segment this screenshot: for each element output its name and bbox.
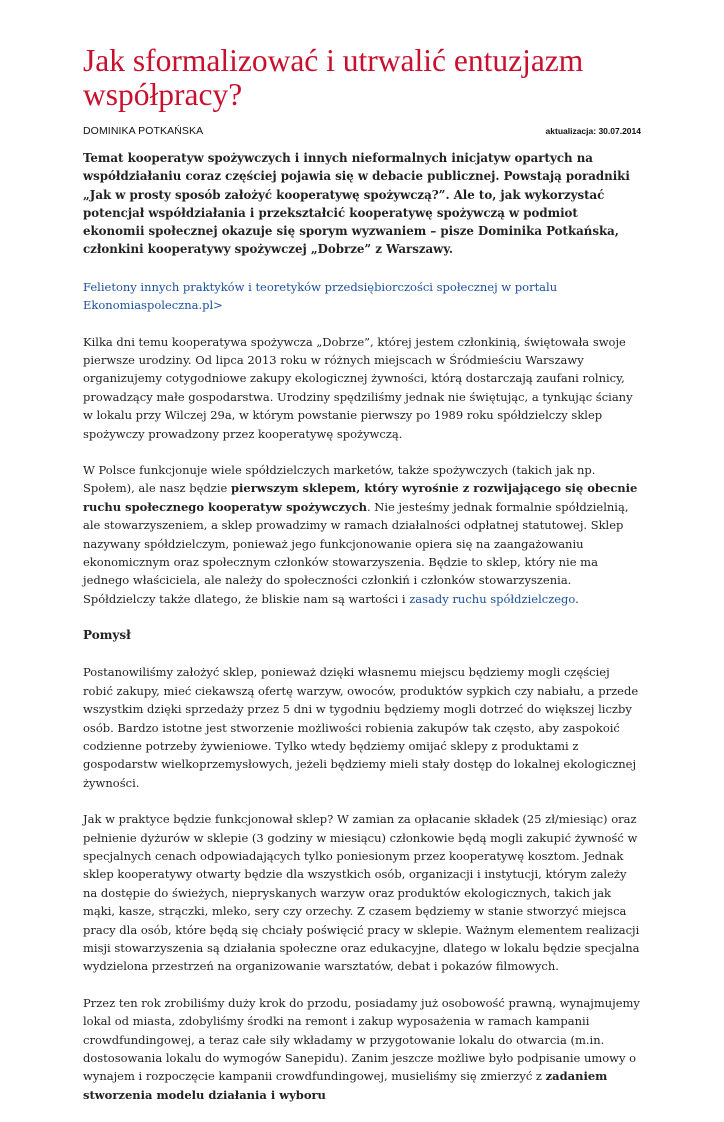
article-title: Jak sformalizować i utrwalić entuzjazm współpracy? [83,43,584,112]
paragraph-5-bold: zadaniem stworzenia modelu działania i wyboru [83,1069,608,1102]
paragraph-2-text-d: . [575,591,579,606]
paragraph-5-text-a: Przez ten rok zrobiliśmy duży krok do przodu, posiadamy już osobowość prawną, wynajmujemy lokal od miasta, zdobyliśmy środki na remont i zakup wyposażenia w ramach kampanii crowdfundingowej, a teraz całe siły wkładamy w przygotowanie lokalu do otwarcia (m.in. dostosowania lokalu do wymogów Sanepidu). Zanim jeszcze możliwe było podpisanie umowy o wynajem i rozpoczęcie kampanii crowdfundingowej, musieliśmy się zmierzyć z [83,995,640,1084]
update-date: aktualizacja: 30.07.2014 [545,126,641,136]
paragraph-2-bold: pierwszym sklepem, który wyrośnie z rozwijającego się obecnie ruchu społecznego kooperatyw spożywczych [83,481,638,514]
series-link-paragraph [83,278,643,315]
paragraph-5 [83,994,643,1104]
article-meta [83,125,641,137]
paragraph-2-text-a: W Polsce funkcjonuje wiele spółdzielczych marketów, także spożywczych (takich jak np. Społem), ale nasz będzie [83,463,596,496]
lead-paragraph: Temat kooperatyw spożywczych i innych nieformalnych inicjatyw opartych na współdziałaniu coraz częściej pojawia się w debacie publicznej. Powstają poradniki „Jak w prosty sposób założyć kooperatywę spożywczą?”. Ale to, jak wykorzystać potencjał współdziałania i przekształcić kooperatywę spożywczą w podmiot ekonomii społecznej okazuje się sporym wyzwaniem – pisze Dominika Potkańska, członkini kooperatywy spożywczej „Dobrze” z Warszawy. [83,151,630,257]
paragraph-1: Kilka dni temu kooperatywa spożywcza „Dobrze”, której jestem członkinią, świętowała swoje pierwsze urodziny. Od lipca 2013 roku w różnych miejscach w Śródmieściu Warszawy organizujemy cotygodniowe zakupy ekologicznej żywności, którą dostarczają zaufani rolnicy, prowadzący małe gospodarstwa. Urodziny spędziliśmy jednak nie świętując, a tynkując ściany w lokalu przy Wilczej 29a, w którym powstanie pierwszy po 1989 roku spółdzielczy sklep spożywczy prowadzony przez kooperatywę spożywczą. [83,334,633,441]
paragraph-2 [83,461,643,608]
series-link[interactable]: Felietony innych praktyków i teoretyków przedsiębiorczości społecznej w portalu Ekonomiaspoleczna.pl> [83,279,558,313]
author-name: DOMINIKA POTKAŃSKA [83,125,204,137]
section-heading-pomysl: Pomysł [83,628,131,643]
paragraph-4: Jak w praktyce będzie funkcjonował sklep? W zamian za opłacanie składek (25 zł/miesiąc) oraz pełnienie dyżurów w sklepie (3 godziny w miesiącu) członkowie będą mogli zakupić żywność w specjalnych cenach odpowiadających tylko poniesionym przez kooperatywę kosztom. Jednak sklep kooperatywy otwarty będzie dla wszystkich osób, organizacji i instytucji, którym zależy na dostępie do świeżych, niepryskanych warzyw oraz produktów ekologicznych, takich jak mąki, kasze, strączki, mleko, sery czy orzechy. Z czasem będziemy w stanie stworzyć miejsca pracy dla osób, które będą się chciały poświęcić pracy w sklepie. Ważnym elementem realizacji misji stowarzyszenia są działania społeczne oraz edukacyjne, dlatego w lokalu będzie specjalna wydzielona przestrzeń na organizowanie warsztatów, debat i pokazów filmowych. [83,812,640,974]
cooperative-principles-link[interactable]: zasady ruchu spółdzielczego [409,591,576,606]
article-body [83,149,643,1122]
paragraph-2-text-c: . Nie jesteśmy jednak formalnie spółdzielnią, ale stowarzyszeniem, a sklep prowadzimy w ramach działalności odpłatnej statutowej. Sklep nazywany spółdzielczym, ponieważ jego funkcjonowanie opiera się na zaangażowaniu ekonomicznym oraz społecznym członków stowarzyszenia. Będzie to sklep, który nie ma jednego właściciela, ale należy do społeczności członkiń i członków stowarzyszenia. Spółdzielczy także dlatego, że bliskie nam są wartości i [83,499,629,606]
paragraph-3: Postanowiliśmy założyć sklep, ponieważ dzięki własnemu miejscu będziemy mogli częściej robić zakupy, mieć ciekawszą ofertę warzyw, owoców, produktów sypkich czy nabiału, a przede wszystkim dzięki sprzedaży przez 5 dni w tygodniu będziemy mogli dotrzeć do większej liczby osób. Bardzo istotne jest stworzenie możliwości robienia zakupów tak często, aby zaspokoić codzienne potrzeby żywieniowe. Tylko wtedy będziemy omijać sklepy z produktami z gospodarstw wielkoprzemysłowych, jeżeli będziemy mieli stały dostęp do lokalnej ekologicznej żywności. [83,665,639,790]
